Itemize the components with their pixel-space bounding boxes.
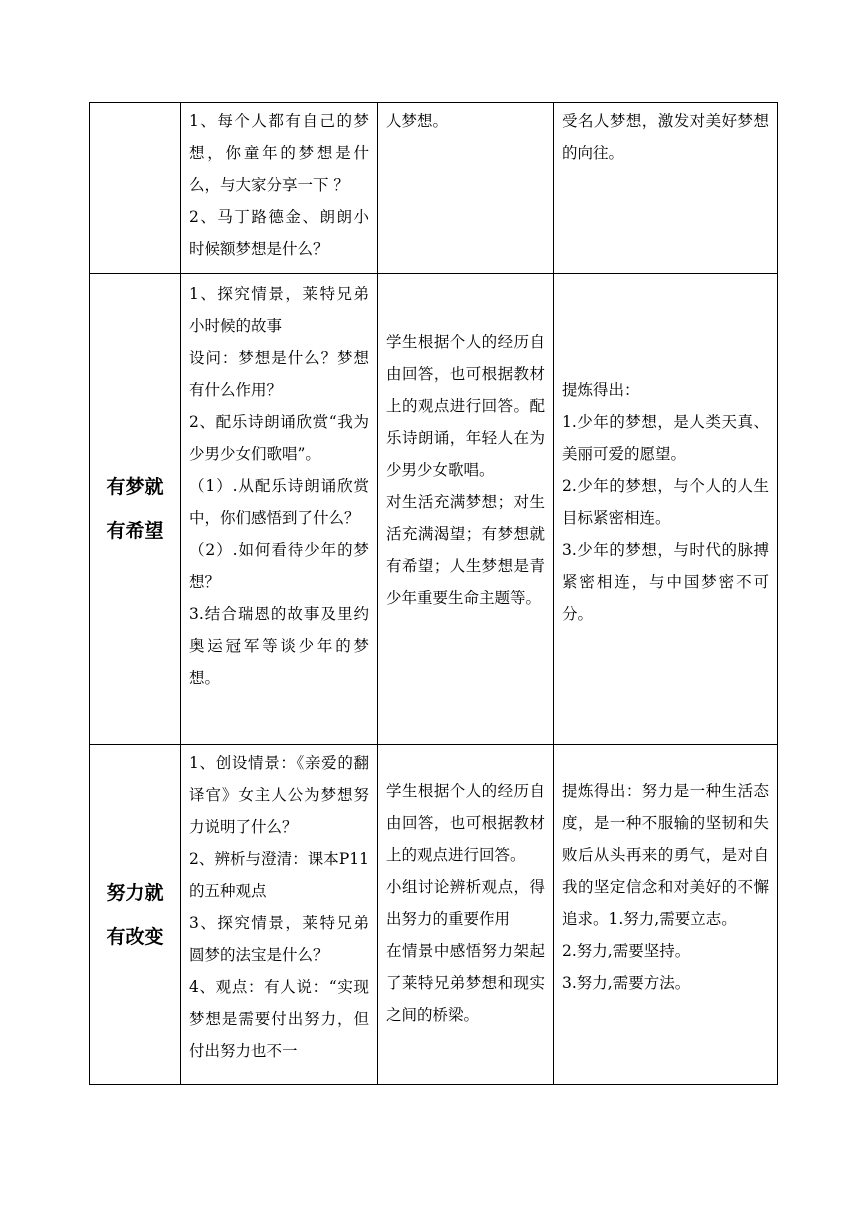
- intent-paragraph: 3.努力,需要方法。: [562, 974, 691, 992]
- student-activity-cell: [378, 745, 554, 1085]
- student-activity-cell: [378, 103, 554, 274]
- teacher-activity-cell: [181, 103, 378, 274]
- activity-paragraph: 2、马丁路德金、朗朗小时候额梦想是什么？: [189, 208, 369, 258]
- student-paragraph: 在情景中感悟努力架起了莱特兄弟梦想和现实之间的桥梁。: [386, 942, 545, 1024]
- section-heading-line: 有改变: [106, 925, 164, 948]
- activity-paragraph: 2、辨析与澄清：课本P11的五种观点: [189, 850, 369, 900]
- lesson-plan-table: [89, 102, 778, 1085]
- design-intent-cell: [554, 745, 778, 1085]
- teacher-activity-cell: [181, 745, 378, 1085]
- table-row: [90, 103, 778, 274]
- section-heading-line: 努力就: [106, 881, 164, 904]
- activity-paragraph: 1、每个人都有自己的梦想，你童年的梦想是什么，与大家分享一下 ？: [189, 112, 369, 194]
- design-intent-cell: [554, 274, 778, 745]
- activity-paragraph: 2、配乐诗朗诵欣赏“我为少男少女们歌唱”。: [189, 413, 369, 463]
- student-paragraph: 小组讨论辨析观点，得出努力的重要作用: [386, 878, 545, 928]
- section-heading-line: 有希望: [106, 520, 164, 542]
- table-row: [90, 745, 778, 1085]
- intent-paragraph: 受名人梦想，激发对美好梦想的向往。: [562, 112, 769, 162]
- student-paragraph: 人梦想。: [386, 112, 449, 130]
- design-intent-cell: [554, 103, 778, 274]
- student-paragraph: 对生活充满梦想；对生活充满渴望；有梦想就有希望；人生梦想是青少年重要生命主题等。: [386, 493, 545, 607]
- intent-paragraph: 提炼得出：努力是一种生活态度，是一种不服输的坚韧和失败后从头再来的勇气，是对自我的坚定信念和对美好的不懈追求。1.努力,需要立志。: [562, 782, 769, 928]
- activity-paragraph: 1、探究情景，莱特兄弟小时候的故事: [189, 285, 369, 335]
- activity-paragraph: （2）.如何看待少年的梦想？: [189, 541, 369, 591]
- section-heading-cell: [90, 274, 181, 745]
- intent-paragraph: 1.少年的梦想，是人类天真、美丽可爱的愿望。: [562, 413, 769, 463]
- intent-paragraph: 3.少年的梦想，与时代的脉搏紧密相连，与中国梦密不可分。: [562, 541, 769, 623]
- intent-paragraph: 2.努力,需要坚持。: [562, 942, 691, 960]
- activity-paragraph: 4、观点：有人说：“实现梦想是需要付出努力，但付出努力也不一: [189, 978, 369, 1060]
- teacher-activity-cell: [181, 274, 378, 745]
- activity-paragraph: 3.结合瑞恩的故事及里约奥运冠军等谈少年的梦想。: [189, 605, 369, 687]
- intent-paragraph: 2.少年的梦想，与个人的人生目标紧密相连。: [562, 477, 769, 527]
- student-paragraph: 学生根据个人的经历自由回答，也可根据教材上的观点进行回答。配乐诗朗诵，年轻人在为少男少女歌唱。: [386, 333, 545, 479]
- activity-paragraph: 设问：梦想是什么？梦想有什么作用？: [189, 349, 369, 399]
- activity-paragraph: 1、创设情景：《亲爱的翻译官》女主人公为梦想努力说明了什么？: [189, 754, 369, 836]
- section-heading-cell: [90, 745, 181, 1085]
- student-activity-cell: [378, 274, 554, 745]
- student-paragraph: 学生根据个人的经历自由回答，也可根据教材上的观点进行回答。: [386, 782, 545, 864]
- activity-paragraph: 3、探究情景，莱特兄弟圆梦的法宝是什么？: [189, 914, 369, 964]
- intent-paragraph: 提炼得出：: [562, 381, 640, 399]
- activity-paragraph: （1）.从配乐诗朗诵欣赏中，你们感悟到了什么？: [189, 477, 369, 527]
- section-heading-line: 有梦就: [106, 476, 164, 498]
- table-row: [90, 274, 778, 745]
- section-heading-cell: [90, 103, 181, 274]
